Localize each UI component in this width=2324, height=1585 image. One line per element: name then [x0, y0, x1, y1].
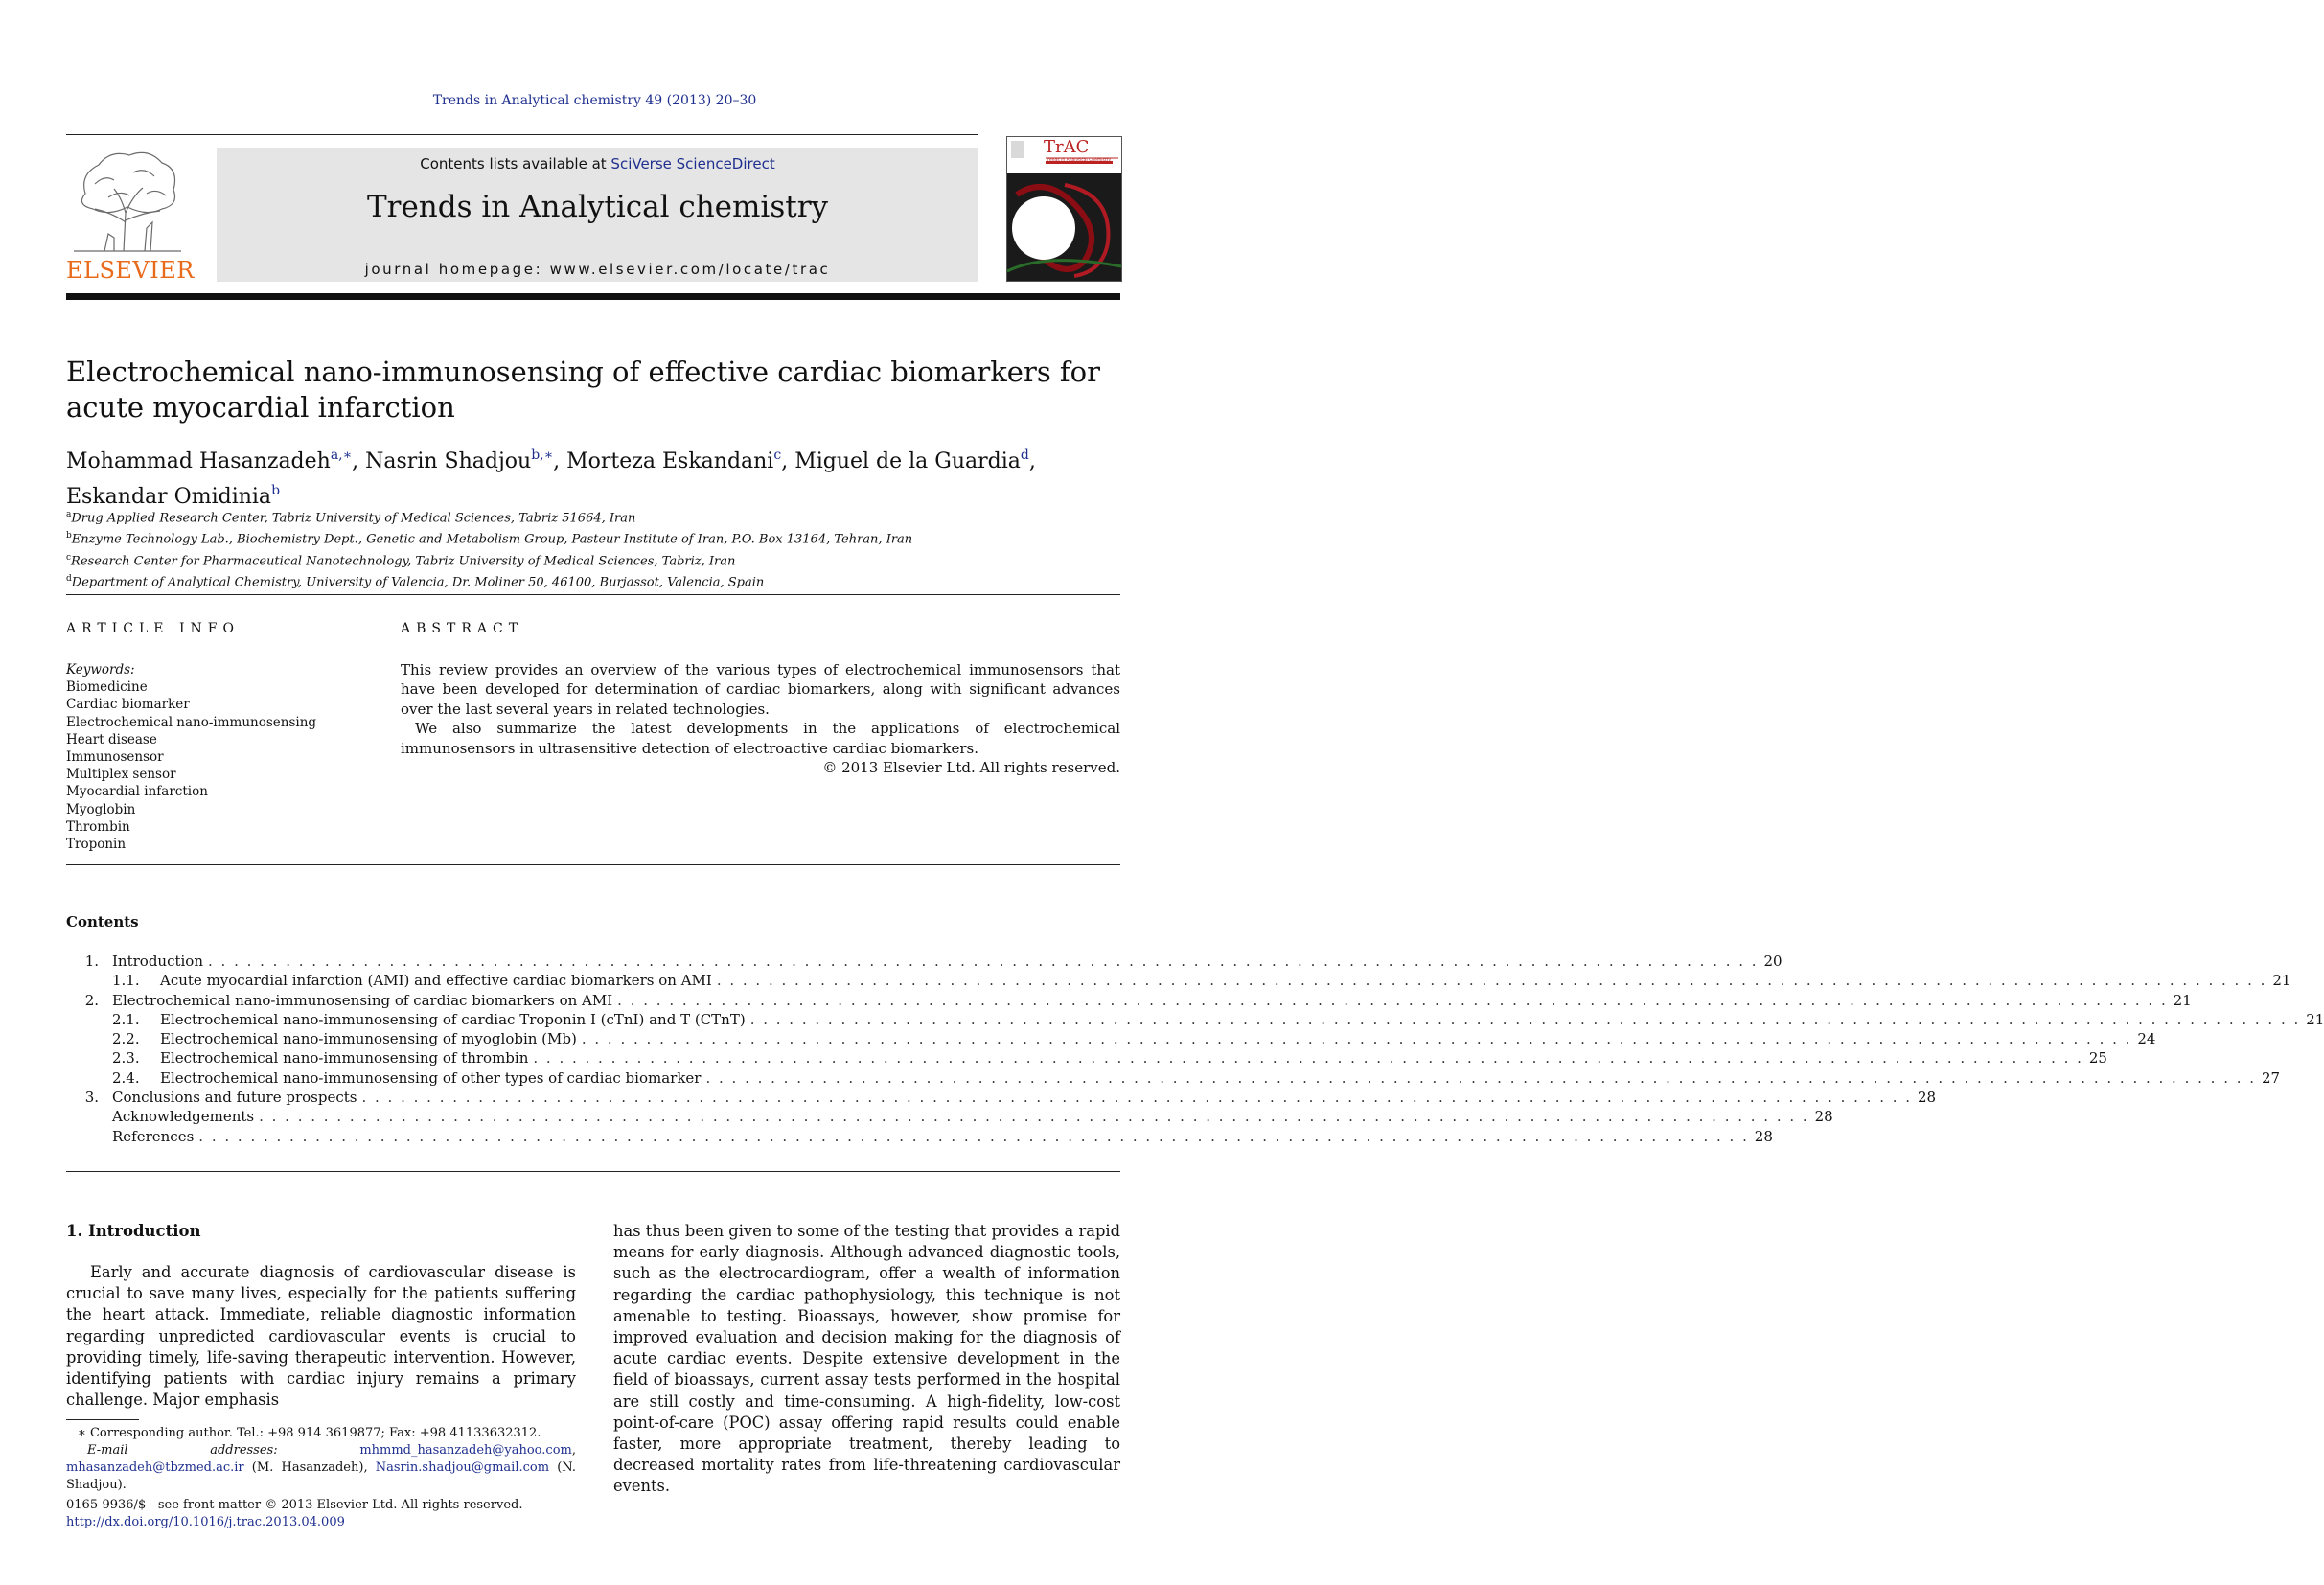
keywords-list — [66, 661, 344, 853]
toc-leader-dots: . . . . . . . . . . . . . . . . . . . . . . . . . . . . . . . . . . . . . . . . . . . . . . . . . . . . . . . . . . . . . . . . . . . . . . . . . . . . . . . . . . . . . . . . . . . . . . . . . . . . . . . . . . . . . . . . . . . . . . . . — [617, 991, 2168, 1009]
issn-block — [66, 1497, 522, 1531]
author-separator: , — [352, 449, 366, 473]
affiliation-item — [66, 570, 1120, 591]
toc-title[interactable]: Acknowledgements — [112, 1108, 255, 1126]
affiliation-text: Enzyme Technology Lab., Biochemistry Dept., Genetic and Metabolism Group, Pasteur Institute of Iran, P.O. Box 13164, Tehran, Iran — [71, 532, 913, 547]
toc-entry[interactable] — [66, 1108, 1833, 1127]
toc-entry[interactable] — [66, 1030, 2156, 1049]
abstract-heading: ABSTRACT — [401, 621, 524, 636]
keyword-item: Troponin — [66, 837, 127, 853]
toc-title[interactable]: Conclusions and future prospects — [112, 1089, 357, 1107]
toc-number: 3. — [84, 1089, 99, 1107]
affiliation-marker: d — [66, 573, 72, 584]
toc-page-number[interactable]: 25 — [2088, 1049, 2107, 1068]
email-link[interactable]: Nasrin.shadjou@gmail.com — [375, 1460, 550, 1475]
table-of-contents — [66, 953, 2324, 1147]
toc-subnumber: 1.1. — [112, 972, 140, 990]
toc-entry[interactable] — [66, 1089, 1937, 1108]
toc-leader-dots: . . . . . . . . . . . . . . . . . . . . . . . . . . . . . . . . . . . . . . . . . . . . . . . . . . . . . . . . . . . . . . . . . . . . . . . . . . . . . . . . . . . . . . . . . . . . . . . . . . . . . . . . . . . . . . . . . . . . . . . . — [533, 1049, 2083, 1068]
toc-entry[interactable] — [66, 1049, 2107, 1068]
abstract-paragraph: This review provides an overview of the various types of electrochemical immunosensors that have been developed for determination of cardiac biomarkers, along with significant advances over the last several years in related technologies. — [401, 661, 1120, 718]
issn-line: 0165-9936/$ - see front matter © 2013 Elsevier Ltd. All rights reserved. — [66, 1498, 523, 1512]
author-affiliation-marker[interactable]: b — [271, 483, 281, 498]
toc-entry[interactable] — [66, 972, 2291, 991]
toc-page-number[interactable]: 21 — [2306, 1010, 2324, 1028]
keyword-item: Thrombin — [66, 818, 130, 835]
toc-subnumber: 2.1. — [112, 1010, 140, 1028]
toc-leader-dots: . . . . . . . . . . . . . . . . . . . . . . . . . . . . . . . . . . . . . . . . . . . . . . . . . . . . . . . . . . . . . . . . . . . . . . . . . . . . . . . . . . . . . . . . . . . . . . . . . . . . . . . . . . . . . . . . . . . . . . . . — [705, 1068, 2257, 1087]
toc-page-number[interactable]: 28 — [1754, 1127, 1773, 1145]
author-affiliation-marker[interactable]: c — [773, 448, 782, 463]
cover-title: TrAC — [1044, 137, 1090, 157]
section-rule — [66, 594, 1120, 595]
header-thick-rule — [66, 293, 1120, 300]
email-addresses: E-mail addresses: mhmmd_hasanzadeh@yahoo.com, mhasanzadeh@tbzmed.ac.ir (M. Hasanzadeh), Nasrin.shadjou@gmail.com (N. Shadjou). — [66, 1443, 576, 1492]
keyword-item: Immunosensor — [66, 749, 164, 766]
elsevier-tree-icon — [66, 146, 189, 253]
toc-entry[interactable] — [66, 1068, 2281, 1089]
toc-entry[interactable] — [66, 991, 2192, 1011]
journal-citation[interactable]: Trends in Analytical chemistry 49 (2013) 20–30 — [432, 93, 757, 108]
toc-page-number[interactable]: 27 — [2261, 1068, 2281, 1087]
toc-page-number[interactable]: 28 — [1917, 1089, 1937, 1107]
affiliation-item — [66, 506, 1120, 527]
toc-leader-dots: . . . . . . . . . . . . . . . . . . . . . . . . . . . . . . . . . . . . . . . . . . . . . . . . . . . . . . . . . . . . . . . . . . . . . . . . . . . . . . . . . . . . . . . . . . . . . . . . . . . . . . . . . . . . . . . . . . . . . . . . — [208, 953, 1759, 970]
toc-title[interactable]: Electrochemical nano-immunosensing of cardiac biomarkers on AMI — [112, 991, 613, 1009]
toc-subnumber: 2.3. — [112, 1049, 140, 1068]
sciencedirect-link[interactable]: SciVerse ScienceDirect — [610, 155, 775, 172]
toc-entry[interactable] — [66, 953, 1783, 972]
author-affiliation-marker[interactable]: b,∗ — [531, 448, 554, 463]
body-column-right: has thus been given to some of the testing that provides a rapid means for early diagnosis. Although advanced diagnostic tools, such as the electrocardiogram, offer a wealth of information regarding the cardiac pathophysiology, this technique is not amenable to testing. Bioassays, however, show promise for improved evaluation and decision making for the diagnosis of acute cardiac events. Despite extensive development in the field of bioassays, current assay tests performed in the hospital are still costly and time-consuming. A high-fidelity, low-cost point-of-care (POC) assay offering rapid results could enable faster, more appropriate treatment, thereby leading to decreased mortality rates from life-threatening cardiovascular events. — [613, 1222, 1120, 1496]
keyword-item: Myocardial infarction — [66, 784, 208, 800]
abstract-body — [401, 660, 1120, 777]
elsevier-logo[interactable] — [66, 146, 195, 284]
toc-leader-dots: . . . . . . . . . . . . . . . . . . . . . . . . . . . . . . . . . . . . . . . . . . . . . . . . . . . . . . . . . . . . . . . . . . . . . . . . . . . . . . . . . . . . . . . . . . . . . . . . . . . . . . . . . . . . . . . . . . . . . . . . — [198, 1127, 1749, 1145]
journal-title: Trends in Analytical chemistry — [366, 190, 829, 224]
doi-link[interactable]: http://dx.doi.org/10.1016/j.trac.2013.04.009 — [66, 1515, 345, 1529]
author-affiliation-marker[interactable]: d — [1020, 448, 1029, 463]
section-rule — [66, 864, 1120, 865]
affiliation-text: Drug Applied Research Center, Tabriz University of Medical Sciences, Tabriz 51664, Iran — [71, 511, 636, 526]
toc-page-number[interactable]: 24 — [2137, 1030, 2156, 1048]
toc-title[interactable]: References — [112, 1127, 195, 1145]
header-rule — [66, 134, 978, 135]
author-list — [66, 441, 1120, 512]
contents-available-text: Contents lists available at — [420, 155, 611, 172]
article-title: Electrochemical nano-immunosensing of effective cardiac biomarkers for acute myocardial infarction — [66, 356, 1100, 424]
author-name[interactable]: Nasrin Shadjou — [365, 449, 532, 473]
toc-page-number[interactable]: 28 — [1814, 1108, 1833, 1126]
keywords-label: Keywords: — [66, 662, 135, 678]
keyword-item: Electrochemical nano-immunosensing — [66, 714, 317, 730]
toc-leader-dots: . . . . . . . . . . . . . . . . . . . . . . . . . . . . . . . . . . . . . . . . . . . . . . . . . . . . . . . . . . . . . . . . . . . . . . . . . . . . . . . . . . . . . . . . . . . . . . . . . . . . . . . . . . . . . . . . . . . . . . . . — [361, 1089, 1913, 1107]
toc-leader-dots: . . . . . . . . . . . . . . . . . . . . . . . . . . . . . . . . . . . . . . . . . . . . . . . . . . . . . . . . . . . . . . . . . . . . . . . . . . . . . . . . . . . . . . . . . . . . . . . . . . . . . . . . . . . . . . . . . . . . . . . . — [749, 1010, 2301, 1028]
author-name[interactable]: Eskandar Omidinia — [66, 485, 272, 509]
toc-title[interactable]: Introduction — [112, 953, 203, 970]
toc-leader-dots: . . . . . . . . . . . . . . . . . . . . . . . . . . . . . . . . . . . . . . . . . . . . . . . . . . . . . . . . . . . . . . . . . . . . . . . . . . . . . . . . . . . . . . . . . . . . . . . . . . . . . . . . . . . . . . . . . . . . . . . . — [259, 1108, 1809, 1126]
toc-title[interactable]: Electrochemical nano-immunosensing of other types of cardiac biomarker — [160, 1068, 702, 1087]
author-name[interactable]: Mohammad Hasanzadeh — [66, 449, 331, 473]
introduction-heading: 1. Introduction — [66, 1222, 201, 1240]
journal-banner — [217, 148, 978, 282]
keyword-item: Biomedicine — [66, 679, 148, 696]
section-rule — [66, 1171, 1120, 1172]
toc-title[interactable]: Electrochemical nano-immunosensing of cardiac Troponin I (cTnI) and T (CTnT) — [160, 1010, 746, 1028]
email-link[interactable]: mhmmd_hasanzadeh@yahoo.com — [359, 1443, 572, 1458]
toc-page-number[interactable]: 21 — [2272, 972, 2291, 990]
toc-page-number[interactable]: 21 — [2173, 991, 2192, 1009]
author-separator: , — [781, 449, 795, 473]
toc-title[interactable]: Electrochemical nano-immunosensing of myoglobin (Mb) — [160, 1030, 577, 1048]
cover-subtitle: Trends in Analytical Chemistry — [1046, 158, 1112, 163]
email-owner: (M. Hasanzadeh), — [243, 1460, 376, 1475]
article-info-heading: ARTICLE INFO — [66, 621, 240, 636]
toc-number: 2. — [84, 991, 99, 1009]
author-separator: , — [553, 449, 567, 473]
affiliation-marker: c — [66, 552, 72, 563]
author-name[interactable]: Miguel de la Guardia — [794, 449, 1021, 473]
author-affiliation-marker[interactable]: a,∗ — [330, 448, 353, 463]
toc-subnumber: 2.2. — [112, 1030, 140, 1048]
journal-homepage-link[interactable]: journal homepage: www.elsevier.com/locate/trac — [364, 261, 831, 278]
affiliation-list — [66, 506, 1120, 591]
toc-title[interactable]: Electrochemical nano-immunosensing of thrombin — [160, 1049, 529, 1068]
keyword-item: Multiplex sensor — [66, 767, 176, 783]
email-owner: (N. Shadjou). — [66, 1460, 576, 1492]
toc-page-number[interactable]: 20 — [1763, 953, 1783, 970]
toc-subnumber: 2.4. — [112, 1068, 140, 1087]
keyword-item: Cardiac biomarker — [66, 697, 190, 713]
email-link[interactable]: mhasanzadeh@tbzmed.ac.ir — [66, 1460, 244, 1475]
toc-number: 1. — [84, 953, 99, 970]
keyword-item: Myoglobin — [66, 801, 136, 817]
author-name[interactable]: Morteza Eskandani — [566, 449, 774, 473]
affiliation-text: Department of Analytical Chemistry, University of Valencia, Dr. Moliner 50, 46100, Burjassot, Valencia, Spain — [71, 575, 765, 590]
affiliation-text: Research Center for Pharmaceutical Nanotechnology, Tabriz University of Medical Sciences, Tabriz, Iran — [71, 553, 736, 568]
toc-entry[interactable] — [66, 1010, 2324, 1030]
corresponding-author-note: ∗ Corresponding author. Tel.: +98 914 3619877; Fax: +98 41133632312. — [78, 1426, 541, 1440]
author-separator: , — [1028, 449, 1036, 473]
abstract-paragraph: We also summarize the latest developments in the applications of electrochemical immunosensors in ultrasensitive detection of electroactive cardiac biomarkers. — [401, 720, 1120, 757]
elsevier-wordmark: ELSEVIER — [66, 257, 195, 284]
email-label: E-mail addresses: — [87, 1443, 278, 1458]
toc-title[interactable]: Acute myocardial infarction (AMI) and effective cardiac biomarkers on AMI — [160, 972, 712, 990]
journal-cover-image[interactable] — [1006, 136, 1122, 282]
toc-leader-dots: . . . . . . . . . . . . . . . . . . . . . . . . . . . . . . . . . . . . . . . . . . . . . . . . . . . . . . . . . . . . . . . . . . . . . . . . . . . . . . . . . . . . . . . . . . . . . . . . . . . . . . . . . . . . . . . . . . . . . . . . — [716, 972, 2267, 990]
body-column-left: Early and accurate diagnosis of cardiovascular disease is crucial to save many lives, especially for the patients suffering the heart attack. Immediate, reliable diagnostic information regarding unpredicted cardiovascular events is crucial to providing timely, life-saving therapeutic intervention. However, identifying patients with cardiac injury remains a primary challenge. Major emphasis — [66, 1263, 576, 1410]
contents-available-line — [217, 155, 978, 172]
affiliation-item — [66, 527, 1120, 548]
footnote-rule — [66, 1419, 139, 1420]
affiliation-marker: b — [66, 531, 72, 541]
footnote — [66, 1425, 576, 1494]
keyword-item: Heart disease — [66, 731, 157, 747]
toc-entry[interactable] — [66, 1127, 1773, 1147]
affiliation-marker: a — [66, 510, 72, 519]
affiliation-item — [66, 549, 1120, 570]
contents-heading: Contents — [66, 913, 139, 930]
toc-leader-dots: . . . . . . . . . . . . . . . . . . . . . . . . . . . . . . . . . . . . . . . . . . . . . . . . . . . . . . . . . . . . . . . . . . . . . . . . . . . . . . . . . . . . . . . . . . . . . . . . . . . . . . . . . . . . . . . . . . . . . . . . — [581, 1030, 2132, 1048]
abstract-copyright: © 2013 Elsevier Ltd. All rights reserved. — [822, 759, 1120, 777]
